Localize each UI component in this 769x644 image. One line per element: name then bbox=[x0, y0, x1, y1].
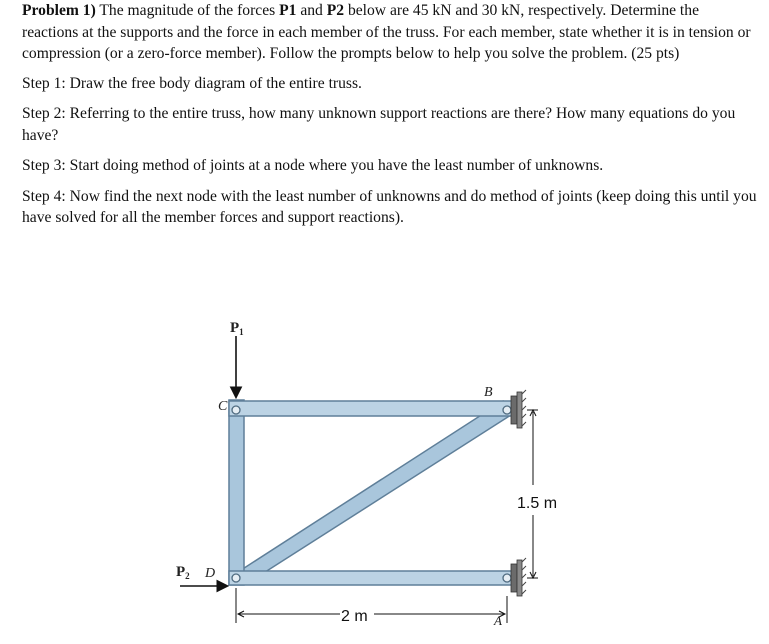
step-3: Step 3: Start doing method of joints at a node where you have the least number of unknowns. bbox=[22, 157, 604, 174]
problem-text-3: below are 45 kN and 30 kN, respectively. Determine the reactions at the supports and the force in each member of the truss. For each member, state whether it is in tension or compression (or a zero-force member). Follow the prompts below to help you solve the problem. (25 pts) bbox=[22, 2, 751, 62]
label-d: D bbox=[205, 566, 216, 581]
pin-c bbox=[232, 406, 240, 414]
p1-name: P1 bbox=[279, 2, 297, 19]
pin-d bbox=[232, 574, 240, 582]
p2-name: P2 bbox=[326, 2, 345, 19]
member-da bbox=[229, 571, 513, 585]
member-db bbox=[238, 401, 511, 583]
step-4: Step 4: Now find the next node with the least number of unknowns and do method of joints (keep doing this until you have solved for all the member forces and support reactions). bbox=[22, 187, 757, 226]
label-p2: $P_2$ bbox=[176, 564, 190, 581]
label-dim-horizontal: 2 m bbox=[341, 608, 368, 625]
pin-a bbox=[503, 574, 511, 582]
label-b: B bbox=[484, 385, 493, 400]
support-b bbox=[511, 390, 526, 428]
truss-members bbox=[229, 400, 513, 585]
member-cb bbox=[229, 401, 513, 416]
label-dim-vertical: 1.5 m bbox=[517, 495, 558, 512]
problem-heading: Problem 1) bbox=[22, 2, 96, 19]
problem-text-1: The magnitude of the forces bbox=[95, 2, 280, 19]
step-2: Step 2: Referring to the entire truss, how many unknown support reactions are there? How many equations do you have? bbox=[22, 105, 736, 144]
label-a: A bbox=[494, 613, 502, 628]
label-c: C bbox=[218, 399, 228, 414]
problem-text-2: and bbox=[296, 2, 327, 19]
support-a bbox=[511, 558, 526, 596]
label-p1: $P_1$ bbox=[230, 320, 244, 337]
dimension-vertical bbox=[527, 410, 538, 578]
pin-b bbox=[503, 406, 511, 414]
member-cd bbox=[229, 400, 244, 585]
step-1: Step 1: Draw the free body diagram of the entire truss. bbox=[22, 74, 362, 92]
dimension-horizontal bbox=[236, 588, 507, 623]
